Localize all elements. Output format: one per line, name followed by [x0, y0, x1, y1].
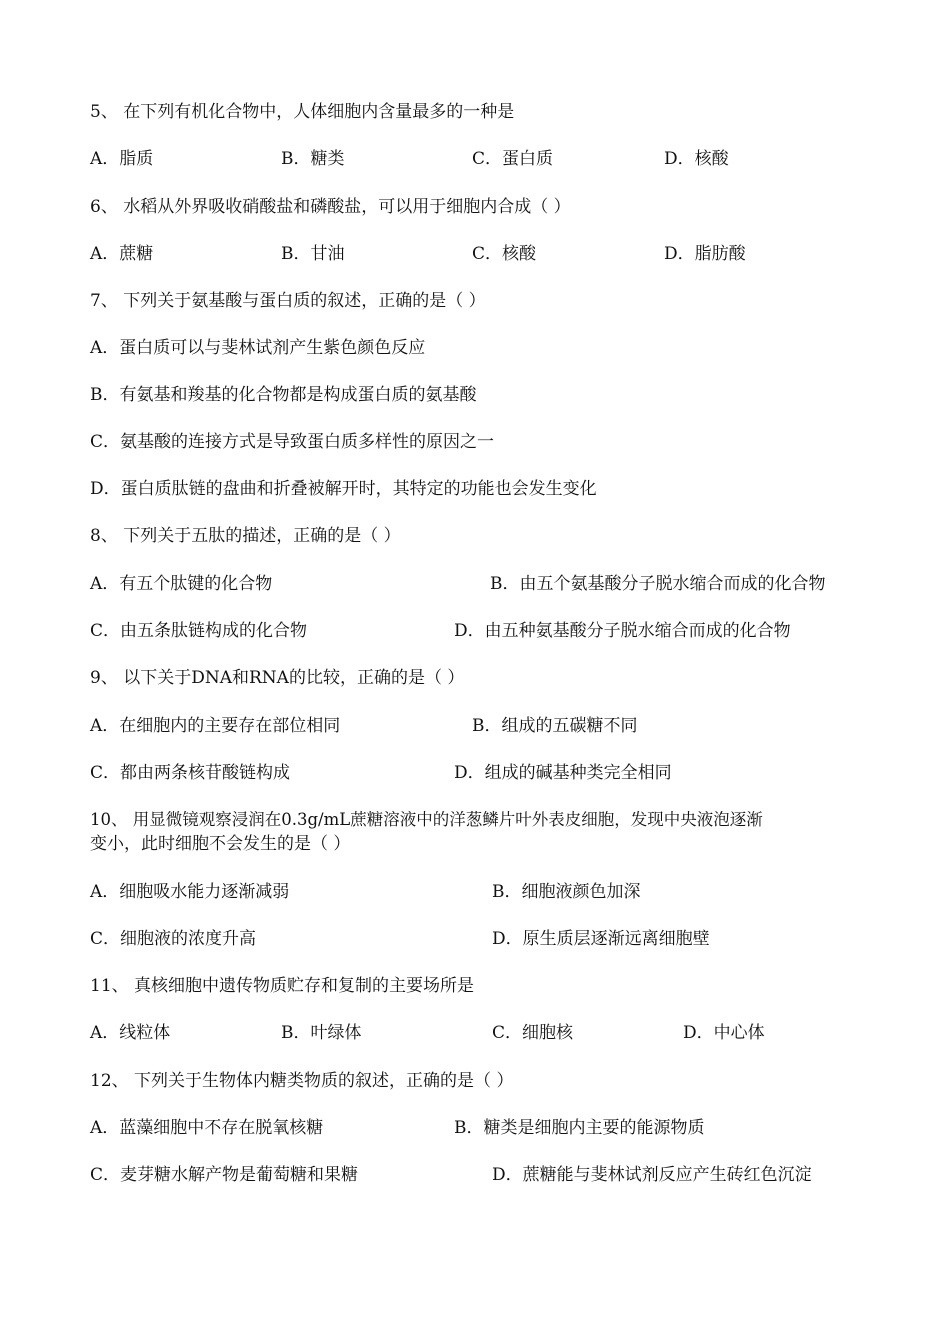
question-5-option-d: D．核酸	[664, 149, 729, 169]
question-5-option-b: B．糖类	[281, 149, 345, 169]
question-7-stem: 7、 下列关于氨基酸与蛋白质的叙述，正确的是（ ）	[90, 291, 486, 311]
question-7-option-d: D．蛋白质肽链的盘曲和折叠被解开时，其特定的功能也会发生变化	[90, 479, 597, 499]
question-6-option-c: C．核酸	[472, 244, 537, 264]
question-6-option-a: A．蔗糖	[90, 244, 154, 264]
question-9-option-b: B．组成的五碳糖不同	[472, 716, 638, 736]
question-5-stem: 5、 在下列有机化合物中，人体细胞内含量最多的一种是	[90, 102, 515, 122]
question-12-stem: 12、 下列关于生物体内糖类物质的叙述，正确的是（ ）	[90, 1071, 514, 1091]
question-10-option-c: C．细胞液的浓度升高	[90, 929, 257, 949]
question-8-option-c: C．由五条肽链构成的化合物	[90, 621, 308, 641]
question-10-option-d: D．原生质层逐渐远离细胞壁	[492, 929, 710, 949]
question-12-option-c: C．麦芽糖水解产物是葡萄糖和果糖	[90, 1165, 359, 1185]
question-7-option-a: A．蛋白质可以与斐林试剂产生紫色颜色反应	[90, 338, 426, 358]
question-11-option-c: C．细胞核	[492, 1023, 574, 1043]
question-7-option-c: C．氨基酸的连接方式是导致蛋白质多样性的原因之一	[90, 432, 495, 452]
question-12-option-b: B．糖类是细胞内主要的能源物质	[454, 1118, 705, 1138]
question-9-option-a: A．在细胞内的主要存在部位相同	[90, 716, 341, 736]
question-6-stem: 6、 水稻从外界吸收硝酸盐和磷酸盐，可以用于细胞内合成（ ）	[90, 197, 571, 217]
question-8-stem: 8、 下列关于五肽的描述，正确的是（ ）	[90, 526, 401, 546]
question-10-option-a: A．细胞吸水能力逐渐减弱	[90, 882, 290, 902]
question-6-option-b: B．甘油	[281, 244, 345, 264]
question-11-option-a: A．线粒体	[90, 1023, 171, 1043]
question-5-option-a: A．脂质	[90, 149, 154, 169]
question-6-option-d: D．脂肪酸	[664, 244, 746, 264]
question-10-option-b: B．细胞液颜色加深	[492, 882, 641, 902]
question-8-option-d: D．由五种氨基酸分子脱水缩合而成的化合物	[454, 621, 791, 641]
question-12-option-a: A．蓝藻细胞中不存在脱氧核糖	[90, 1118, 324, 1138]
question-9-stem: 9、 以下关于DNA和RNA的比较，正确的是（ ）	[90, 668, 465, 688]
question-10-stem-line1: 10、 用显微镜观察浸润在0.3g/mL蔗糖溶液中的洋葱鳞片叶外表皮细胞，发现中央液泡逐渐	[90, 810, 763, 829]
question-5-option-c: C．蛋白质	[472, 149, 554, 169]
question-11-option-b: B．叶绿体	[281, 1023, 362, 1043]
question-8-option-b: B．由五个氨基酸分子脱水缩合而成的化合物	[490, 574, 826, 594]
question-8-option-a: A．有五个肽键的化合物	[90, 574, 273, 594]
question-11-stem: 11、 真核细胞中遗传物质贮存和复制的主要场所是	[90, 976, 475, 996]
question-12-option-d: D．蔗糖能与斐林试剂反应产生砖红色沉淀	[492, 1165, 812, 1185]
question-11-option-d: D．中心体	[683, 1023, 765, 1043]
question-7-option-b: B．有氨基和羧基的化合物都是构成蛋白质的氨基酸	[90, 385, 477, 405]
question-10-stem-line2: 变小，此时细胞不会发生的是（ ）	[90, 834, 351, 854]
question-9-option-d: D．组成的碱基种类完全相同	[454, 763, 672, 783]
question-9-option-c: C．都由两条核苷酸链构成	[90, 763, 291, 783]
